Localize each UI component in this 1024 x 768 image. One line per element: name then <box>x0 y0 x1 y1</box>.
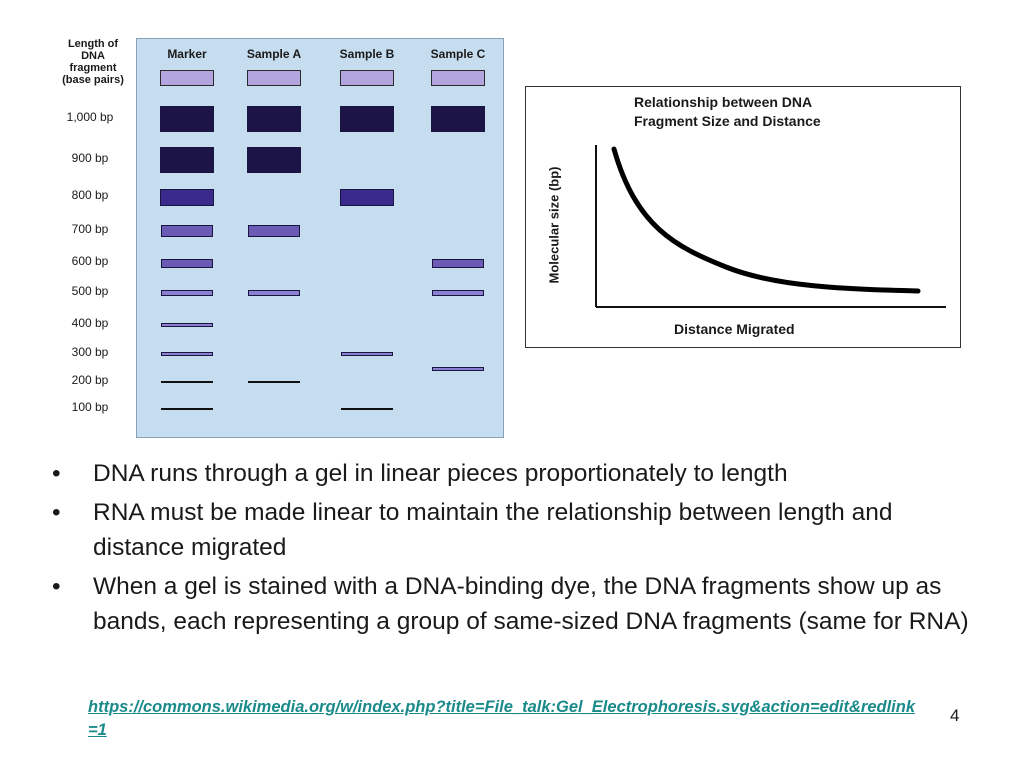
gel-band <box>161 323 213 327</box>
graph-curve <box>614 149 918 291</box>
bullet-item <box>48 495 988 565</box>
page-number: 4 <box>950 706 960 725</box>
bp-size-label: 400 bp <box>71 316 109 330</box>
gel-size-labels <box>52 38 134 86</box>
graph-plot <box>526 87 960 347</box>
graph-title-line: Relationship between DNA <box>634 94 813 110</box>
gel-band <box>248 290 300 296</box>
bullet-marker: • <box>52 573 61 600</box>
gel-band <box>432 259 484 268</box>
bullet-text: DNA runs through a gel in linear pieces proportionately to length <box>93 460 788 487</box>
size-distance-graph <box>525 86 961 348</box>
bp-size-label: 100 bp <box>71 400 109 414</box>
gel-band <box>160 106 214 132</box>
gel-panel <box>136 38 504 438</box>
bp-size-label: 600 bp <box>71 254 109 268</box>
gel-band <box>248 225 300 237</box>
gel-band <box>432 290 484 296</box>
lane-title: Sample A <box>246 47 302 61</box>
gel-band <box>247 106 301 132</box>
bullet-text: RNA must be made linear to maintain the relationship between length and distance migrated <box>93 499 893 561</box>
gel-band <box>161 352 213 356</box>
gel-band <box>340 106 394 132</box>
bullet-marker: • <box>52 499 61 526</box>
gel-label-header <box>52 38 134 86</box>
bullet-list <box>48 456 988 643</box>
gel-band <box>161 259 213 268</box>
gel-band <box>340 189 394 206</box>
bullet-item <box>48 456 988 491</box>
bp-size-label: 500 bp <box>71 284 109 298</box>
bullet-marker: • <box>52 460 61 487</box>
gel-header-line: fragment <box>69 62 117 74</box>
gel-band <box>247 147 301 173</box>
gel-band <box>161 408 213 410</box>
gel-header-line: Length of <box>67 38 119 50</box>
gel-band <box>432 367 484 371</box>
gel-well <box>247 70 301 86</box>
gel-well <box>340 70 394 86</box>
gel-band <box>161 290 213 296</box>
graph-x-axis-label: Distance Migrated <box>674 321 795 337</box>
lane-title: Marker <box>167 47 207 61</box>
bp-size-label: 900 bp <box>71 151 109 165</box>
gel-header-line: DNA <box>81 50 105 62</box>
graph-title-line: Fragment Size and Distance <box>634 113 821 129</box>
gel-band <box>160 147 214 173</box>
gel-well <box>160 70 214 86</box>
gel-band <box>161 381 213 383</box>
bp-size-label: 300 bp <box>71 345 109 359</box>
bp-size-label: 1,000 bp <box>66 110 114 124</box>
gel-band <box>160 189 214 206</box>
gel-band <box>431 106 485 132</box>
graph-y-axis-label: Molecular size (bp) <box>546 166 562 284</box>
gel-band <box>248 381 300 383</box>
bp-size-label: 200 bp <box>71 373 109 387</box>
bp-size-label: 800 bp <box>71 188 109 202</box>
source-link[interactable]: https://commons.wikimedia.org/w/index.php?title=File_talk:Gel_Electrophoresis.svg&action=edit&redlink=1 <box>88 698 916 739</box>
gel-band <box>161 225 213 237</box>
gel-band <box>341 408 393 410</box>
lane-title: Sample C <box>430 47 486 61</box>
gel-well <box>431 70 485 86</box>
bullet-text: When a gel is stained with a DNA-binding dye, the DNA fragments show up as bands, each representing a group of same-sized DNA fragments (same for RNA) <box>93 573 969 635</box>
gel-header-line: (base pairs) <box>62 74 124 86</box>
lane-title: Sample B <box>339 47 395 61</box>
bp-size-label: 700 bp <box>71 222 109 236</box>
bullet-item <box>48 569 988 639</box>
gel-band <box>341 352 393 356</box>
